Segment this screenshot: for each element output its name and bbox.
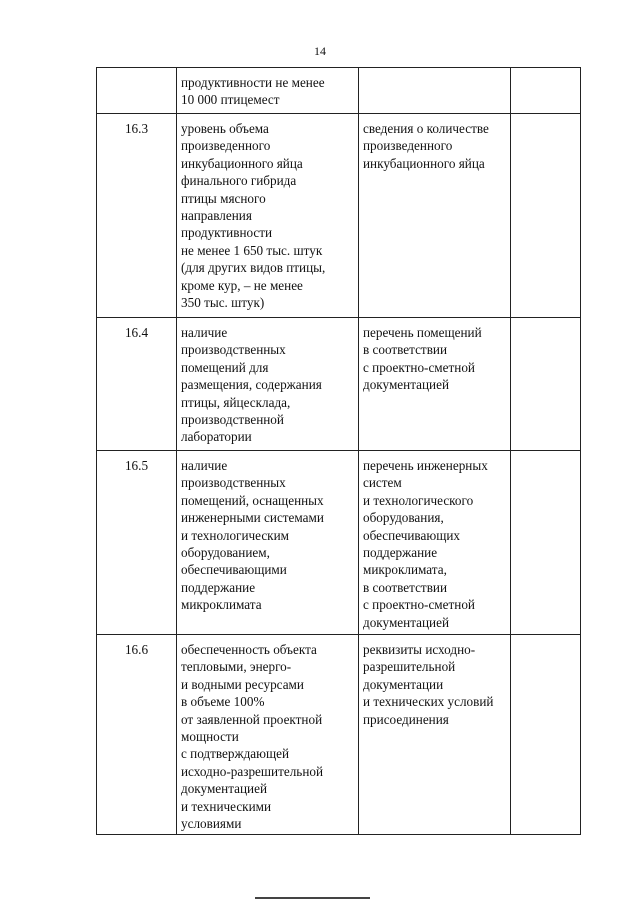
evidence-line: обеспечивающих <box>363 527 460 543</box>
blank-cell <box>511 451 581 635</box>
evidence-line: в соответствии <box>363 579 448 595</box>
evidence-line: микроклимата, <box>363 562 447 578</box>
requirement-line: размещения, содержания <box>181 377 322 393</box>
requirement-line: наличие <box>181 458 228 473</box>
evidence-line: инкубационного яйца <box>363 155 485 171</box>
evidence-line: с проектно-сметной <box>363 359 475 375</box>
evidence-line: поддержание <box>363 545 438 561</box>
evidence-line: в соответствии <box>363 342 448 358</box>
requirement-line: продуктивности не менее <box>181 75 325 90</box>
blank-cell <box>511 114 581 318</box>
evidence-line: систем <box>363 475 402 491</box>
requirement-line: продуктивности <box>181 225 273 241</box>
requirement-line: производственных <box>181 342 286 358</box>
requirement-line: производственных <box>181 475 286 491</box>
evidence-cell <box>359 635 511 835</box>
requirement-line: лаборатории <box>181 429 252 445</box>
blank-cell <box>511 635 581 835</box>
requirement-line: производственной <box>181 412 284 428</box>
requirement-line: 350 тыс. штук) <box>181 295 265 311</box>
requirement-cell <box>177 114 359 318</box>
evidence-line: перечень инженерных <box>363 458 488 473</box>
evidence-line: и технологического <box>363 492 474 508</box>
page-number: 14 <box>314 44 326 58</box>
requirement-line: мощности <box>181 729 239 745</box>
requirement-line: наличие <box>181 325 228 340</box>
requirement-cell <box>177 318 359 451</box>
requirement-line: помещений для <box>181 359 269 375</box>
requirement-line: и технологическим <box>181 527 289 543</box>
requirement-line: 10 000 птицемест <box>181 92 280 108</box>
evidence-cell <box>359 68 511 114</box>
table-row <box>97 114 581 318</box>
item-number: 16.3 <box>97 114 177 318</box>
table-row <box>97 635 581 835</box>
item-number: 16.4 <box>97 318 177 451</box>
requirement-cell <box>177 635 359 835</box>
requirement-line: кроме кур, – не менее <box>181 277 303 293</box>
evidence-line: документацией <box>363 377 450 393</box>
requirement-line: тепловыми, энерго- <box>181 659 292 675</box>
evidence-line: присоединения <box>363 711 449 727</box>
requirement-line: финального гибрида <box>181 173 297 189</box>
evidence-cell <box>359 451 511 635</box>
requirement-line: птицы, яйцесклада, <box>181 394 291 410</box>
requirement-line: не менее 1 650 тыс. штук <box>181 242 323 258</box>
requirement-line: в объеме 100% <box>181 694 265 710</box>
evidence-line: произведенного <box>363 138 453 154</box>
requirement-line: помещений, оснащенных <box>181 492 324 508</box>
requirement-line: инженерными системами <box>181 510 324 526</box>
item-number: 16.6 <box>97 635 177 835</box>
blank-cell <box>511 318 581 451</box>
requirement-line: условиями <box>181 816 242 832</box>
table-row <box>97 318 581 451</box>
table-row <box>97 68 581 114</box>
evidence-line: документацией <box>363 614 450 630</box>
evidence-line: сведения о количестве <box>363 121 489 136</box>
evidence-line: реквизиты исходно- <box>363 642 476 657</box>
requirement-cell <box>177 451 359 635</box>
requirement-line: (для других видов птицы, <box>181 260 326 276</box>
requirement-line: документацией <box>181 781 268 797</box>
evidence-line: оборудования, <box>363 510 444 526</box>
blank-cell <box>511 68 581 114</box>
requirement-line: произведенного <box>181 138 271 154</box>
scan-mark <box>255 897 370 899</box>
table-row <box>97 451 581 635</box>
requirement-line: обеспечивающими <box>181 562 287 578</box>
requirement-line: оборудованием, <box>181 545 270 561</box>
requirement-line: микроклимата <box>181 597 262 613</box>
evidence-line: и технических условий <box>363 694 494 710</box>
requirement-line: обеспеченность объекта <box>181 642 317 657</box>
requirement-line: направления <box>181 208 252 224</box>
requirement-line: уровень объема <box>181 121 269 136</box>
requirement-line: поддержание <box>181 579 256 595</box>
requirement-line: исходно-разрешительной <box>181 763 324 779</box>
evidence-line: разрешительной <box>363 659 456 675</box>
evidence-line: с проектно-сметной <box>363 597 475 613</box>
requirement-cell <box>177 68 359 114</box>
evidence-cell <box>359 318 511 451</box>
requirement-line: с подтверждающей <box>181 746 290 762</box>
requirement-line: птицы мясного <box>181 190 266 206</box>
evidence-cell <box>359 114 511 318</box>
evidence-line: документации <box>363 676 444 692</box>
criteria-table <box>96 67 581 835</box>
requirement-line: и водными ресурсами <box>181 676 304 692</box>
requirement-line: и техническими <box>181 798 272 814</box>
item-number: 16.5 <box>97 451 177 635</box>
evidence-line: перечень помещений <box>363 325 482 340</box>
requirement-line: от заявленной проектной <box>181 711 323 727</box>
requirement-line: инкубационного яйца <box>181 155 303 171</box>
item-number <box>97 68 177 114</box>
